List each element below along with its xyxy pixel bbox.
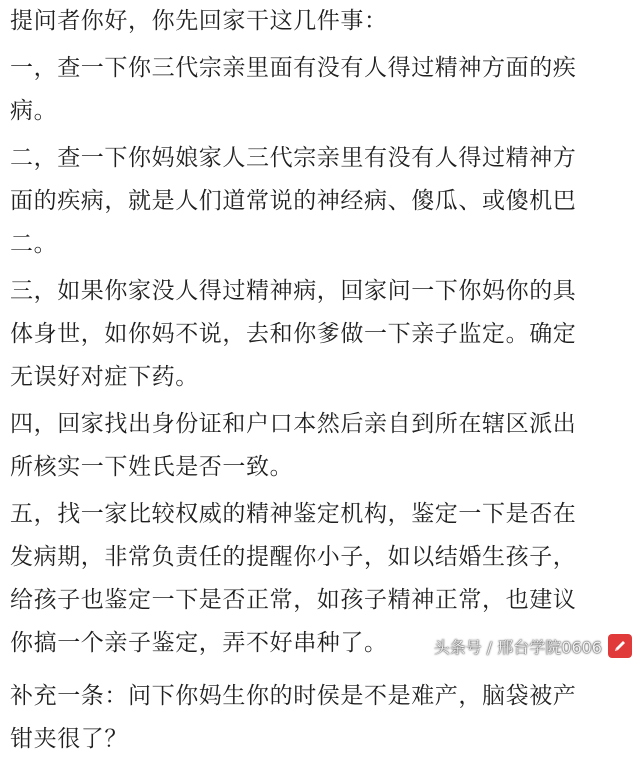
supplement-line-2: 钳夹很了？ [10, 726, 128, 752]
item-4-line-2: 所核实一下姓氏是否一致。 [10, 454, 294, 480]
item-3-line-1: 三，如果你家没人得过精神病，回家问一下你妈你的具 [10, 278, 577, 304]
item-5-line-1: 五，找一家比较权威的精神鉴定机构，鉴定一下是否在 [10, 501, 577, 527]
watermark-text: 头条号 / 邢台学院0606 [433, 637, 602, 657]
source-watermark [434, 634, 632, 658]
item-5-line-4: 你搞一个亲子鉴定，弄不好串种了。 [10, 630, 388, 656]
item-5-line-3: 给孩子也鉴定一下是否正常，如孩子精神正常，也建议 [10, 587, 577, 613]
greeting-line: 提问者你好，你先回家干这几件事： [10, 8, 388, 34]
pen-icon [608, 634, 632, 658]
item-4-line-1: 四，回家找出身份证和户口本然后亲自到所在辖区派出 [10, 411, 577, 437]
supplement-line-1: 补充一条：问下你妈生你的时侯是不是难产，脑袋被产 [10, 683, 577, 709]
item-2-line-1: 二，查一下你妈娘家人三代宗亲里有没有人得过精神方 [10, 145, 577, 171]
item-2-line-3: 二。 [10, 231, 58, 257]
item-1-line-2: 病。 [10, 98, 58, 124]
item-1-line-1: 一，查一下你三代宗亲里面有没有人得过精神方面的疾 [10, 55, 577, 81]
item-5-line-2: 发病期，非常负责任的提醒你小子，如以结婚生孩子， [10, 544, 577, 570]
item-3-line-2: 体身世，如你妈不说，去和你爹做一下亲子监定。确定 [10, 321, 577, 347]
item-3-line-3: 无误好对症下药。 [10, 364, 199, 390]
item-2-line-2: 面的疾病，就是人们道常说的神经病、傻瓜、或傻机巴 [10, 188, 577, 214]
